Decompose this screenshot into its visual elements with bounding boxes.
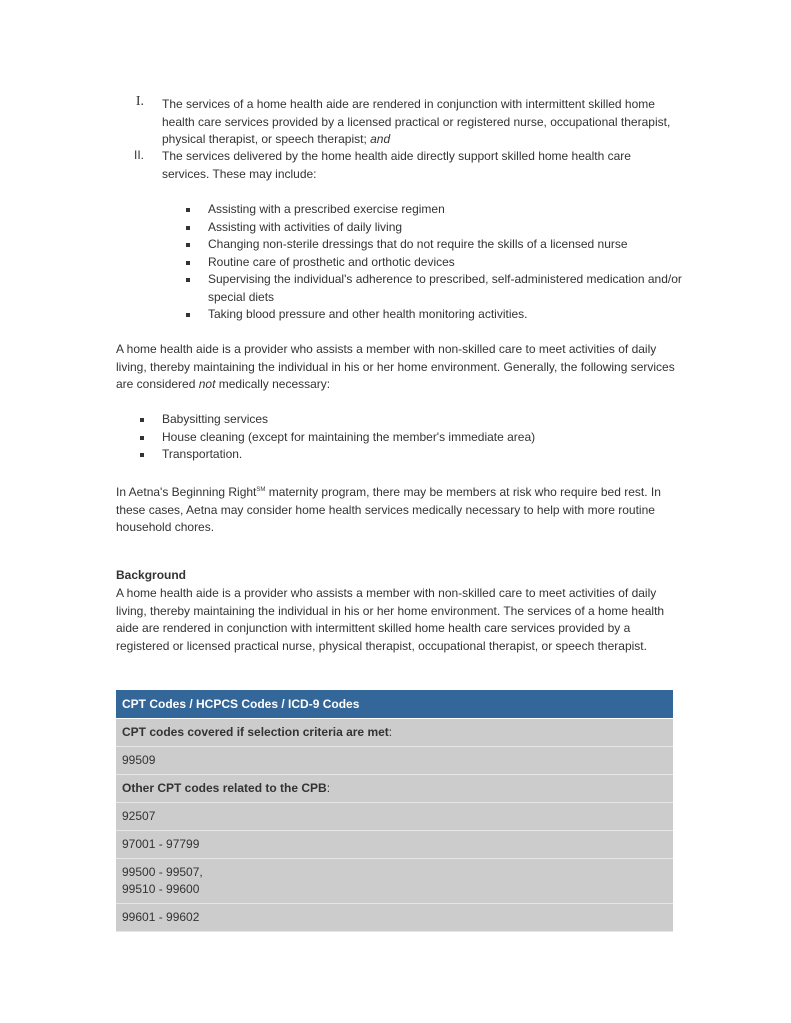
item-text: The services delivered by the home health aide directly support skilled home health care services. These may include:	[162, 149, 631, 181]
maternity-paragraph: In Aetna's Beginning Right℠ maternity program, there may be members at risk who require bed rest. In these cases, Aetna may consider home health services medically necessary to help with more routine household chores.	[116, 485, 661, 534]
table-row: 97001 - 97799	[116, 831, 673, 859]
table-row	[116, 859, 673, 904]
not-necessary-list	[139, 411, 639, 464]
codes-table-header: CPT Codes / HCPCS Codes / ICD-9 Codes	[116, 690, 673, 719]
list-item: Supervising the individual's adherence to prescribed, self-administered medication and/or special diets	[185, 271, 685, 306]
item-text: The services of a home health aide are rendered in conjunction with intermittent skilled home health care services provided by a licensed practical or registered nurse, occupational therapist, physical therapist, or speech therapist; and	[162, 97, 671, 146]
other-codes-label: Other CPT codes related to the CPB	[122, 781, 327, 795]
support-services-list	[185, 201, 685, 324]
table-row: 99509	[116, 747, 673, 775]
list-item: Babysitting services	[139, 411, 639, 429]
list-item: Taking blood pressure and other health monitoring activities.	[185, 306, 685, 324]
code-range: 99500 - 99507,	[122, 865, 203, 879]
list-item: Routine care of prosthetic and orthotic devices	[185, 254, 685, 272]
table-row: CPT codes covered if selection criteria are met:	[116, 719, 673, 747]
list-item: House cleaning (except for maintaining the member's immediate area)	[139, 429, 639, 447]
aide-paragraph: A home health aide is a provider who assists a member with non-skilled care to meet activities of daily living, thereby maintaining the individual in his or her home environment. Generally, the following services are considered not medically necessary:	[116, 342, 675, 391]
background-text: A home health aide is a provider who assists a member with non-skilled care to meet activities of daily living, thereby maintaining the individual in his or her home environment. The services of a home health aide are rendered in conjunction with intermittent skilled home health care services provided by a registered or licensed practical nurse, physical therapist, occupational therapist, or speech therapist.	[116, 586, 665, 653]
service-mark: SM	[256, 487, 266, 493]
covered-codes-label: CPT codes covered if selection criteria are met	[122, 725, 389, 739]
emphasis-and: and	[370, 132, 391, 146]
list-item: Assisting with activities of daily living	[185, 219, 685, 237]
emphasis-not: not	[198, 377, 216, 391]
item-marker: I.	[135, 94, 144, 109]
table-row: 92507	[116, 803, 673, 831]
list-item: Assisting with a prescribed exercise regimen	[185, 201, 685, 219]
list-item: Changing non-sterile dressings that do not require the skills of a licensed nurse	[185, 236, 685, 254]
background-heading: Background	[116, 568, 187, 582]
list-item: Transportation.	[139, 446, 639, 464]
code-range: 99510 - 99600	[122, 882, 200, 896]
table-row: Other CPT codes related to the CPB:	[116, 775, 673, 803]
table-row: 99601 - 99602	[116, 904, 673, 932]
item-marker: II.	[133, 148, 144, 162]
codes-table	[116, 690, 673, 932]
